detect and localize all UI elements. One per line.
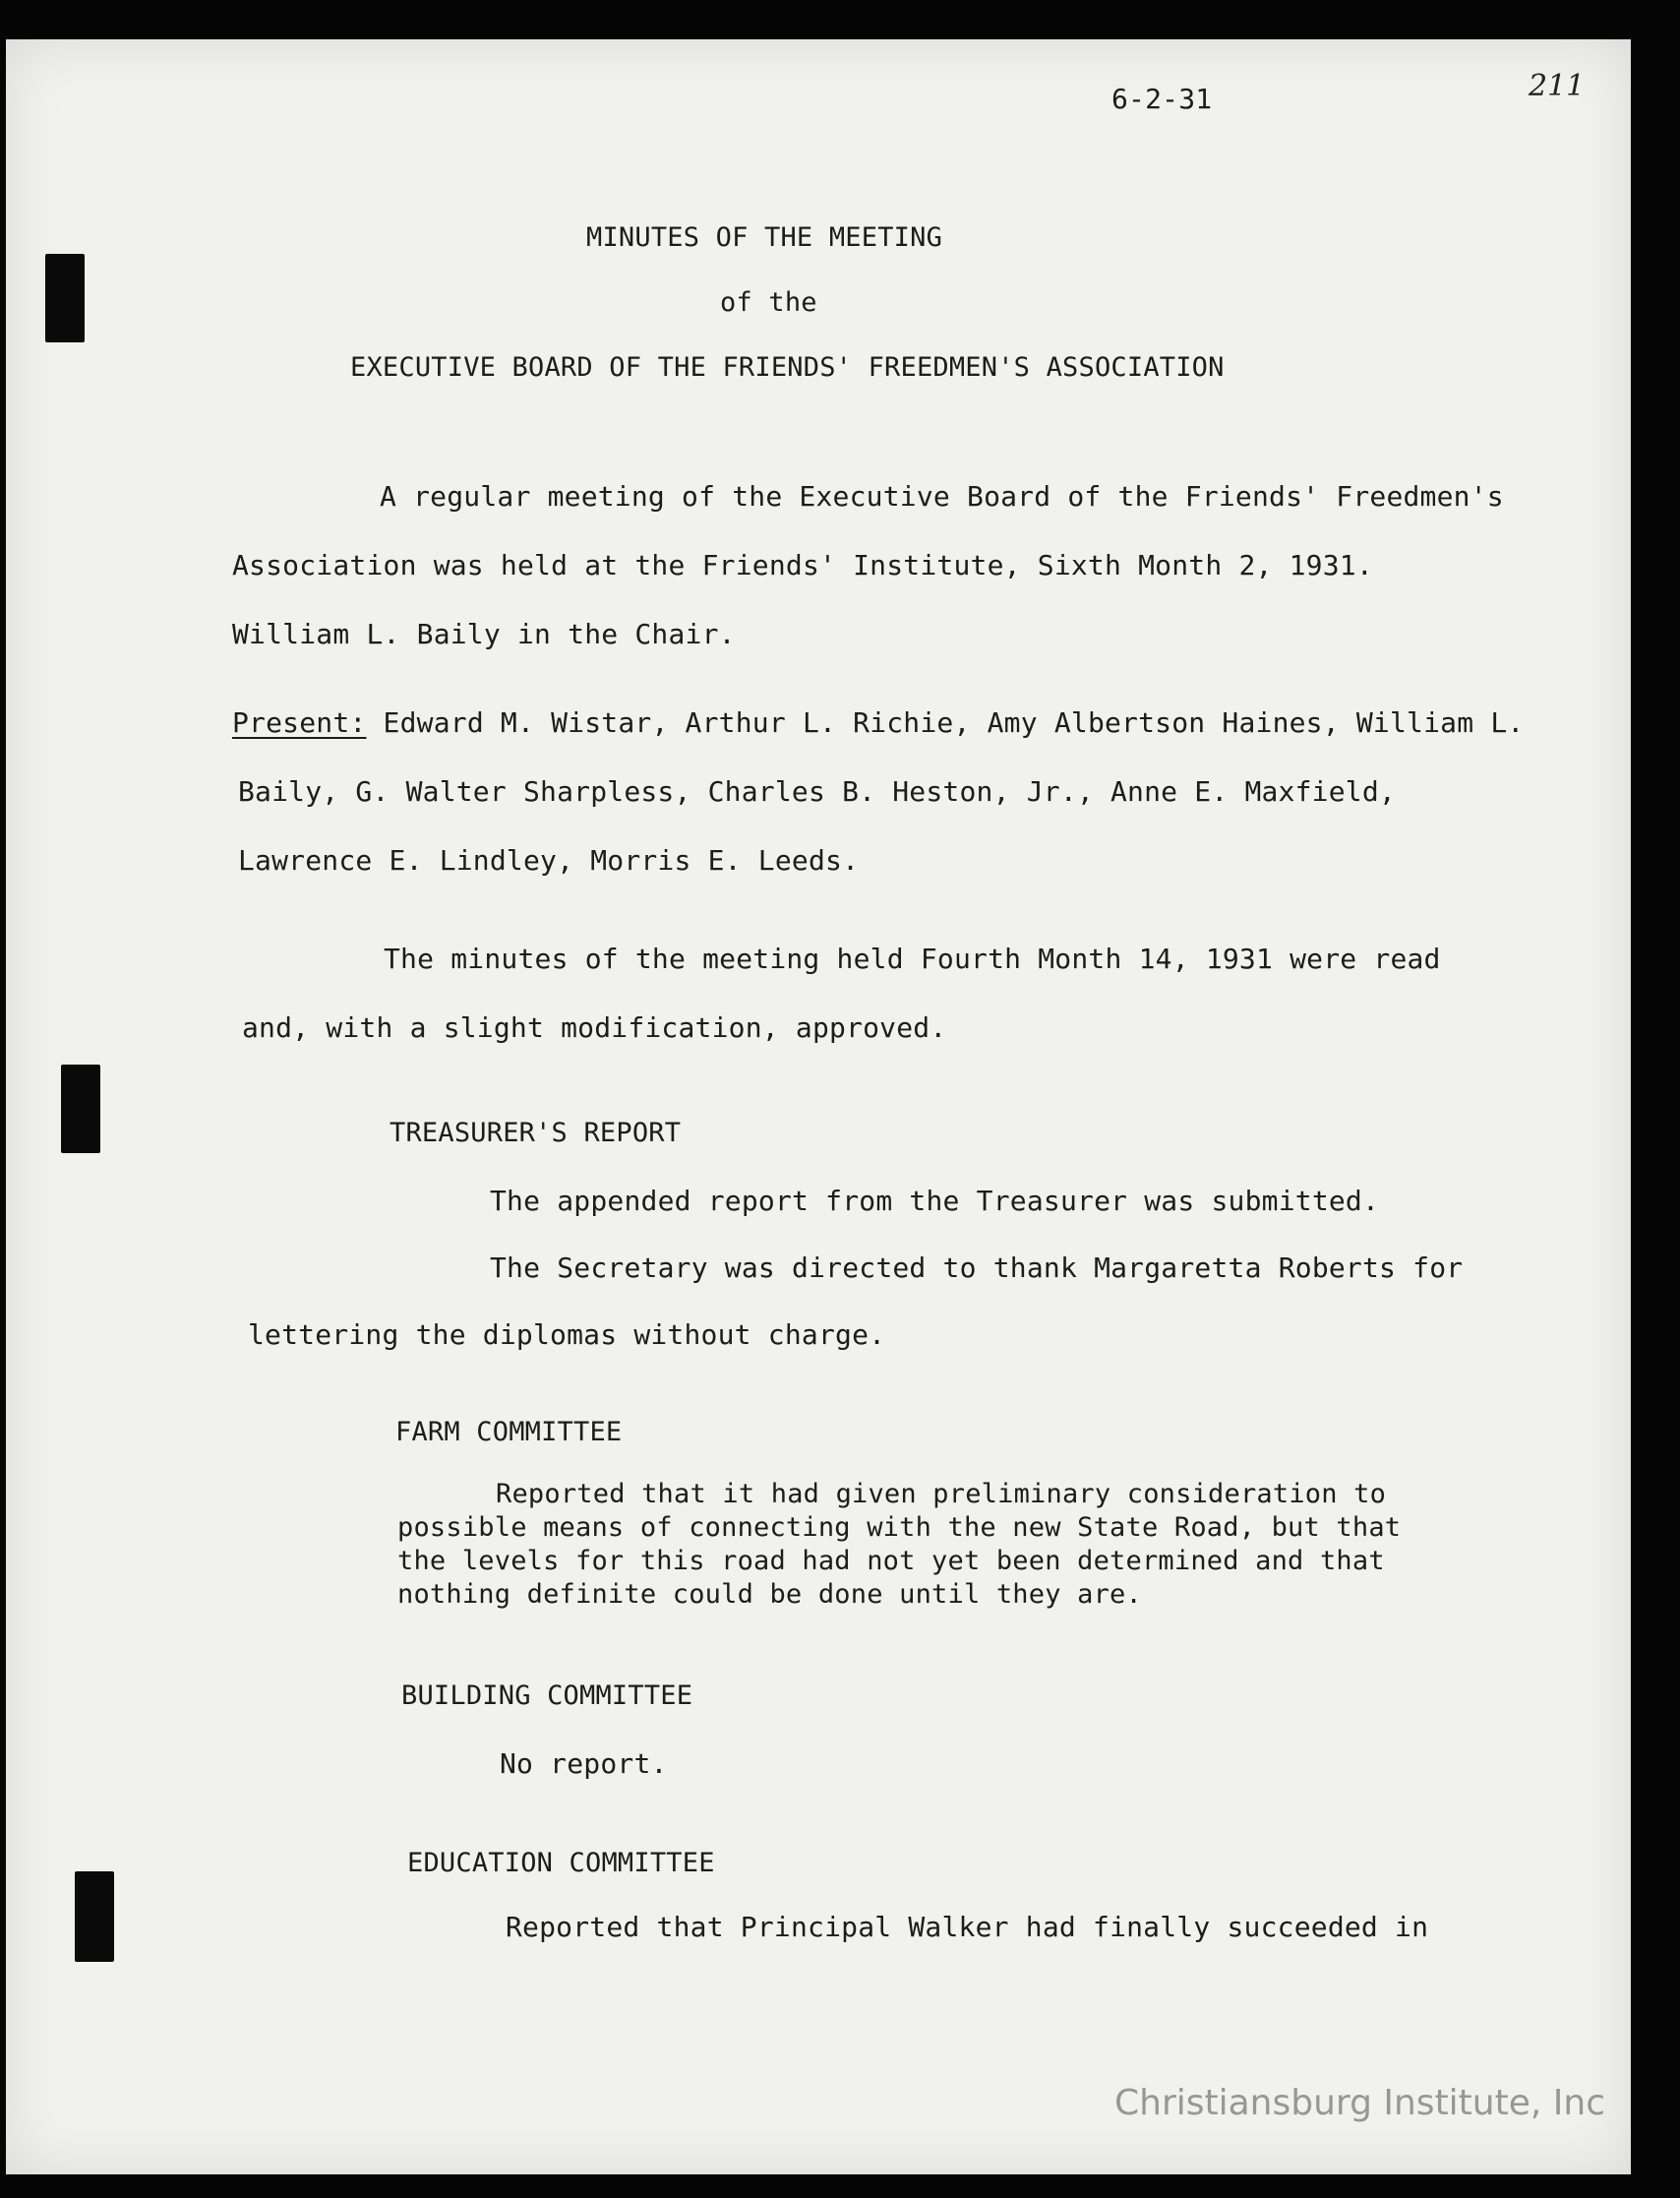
- treasurer-line-2: The Secretary was directed to thank Margaretta Roberts for: [490, 1252, 1464, 1284]
- document-page: [6, 39, 1631, 2174]
- punch-mark: [75, 1871, 114, 1962]
- punch-mark: [61, 1065, 100, 1153]
- present-line-3: Lawrence E. Lindley, Morris E. Leeds.: [238, 844, 860, 877]
- farm-line-4: nothing definite could be done until they are.: [397, 1579, 1142, 1610]
- building-text: No report.: [500, 1747, 668, 1780]
- building-heading: BUILDING COMMITTEE: [401, 1680, 693, 1711]
- page-number: 211: [1529, 69, 1586, 103]
- farm-line-3: the levels for this road had not yet been determined and that: [397, 1546, 1385, 1576]
- date-stamp: 6-2-31: [1111, 83, 1213, 115]
- education-text: Reported that Principal Walker had finally succeeded in: [506, 1911, 1429, 1943]
- farm-line-2: possible means of connecting with the new State Road, but that: [397, 1512, 1402, 1543]
- title-line-1: MINUTES OF THE MEETING: [586, 222, 943, 253]
- treasurer-line-1: The appended report from the Treasurer was submitted.: [490, 1185, 1380, 1217]
- farm-line-1: Reported that it had given preliminary consideration to: [496, 1479, 1387, 1509]
- title-line-2: of the: [720, 287, 817, 318]
- education-heading: EDUCATION COMMITTEE: [407, 1848, 715, 1878]
- treasurer-heading: TREASURER'S REPORT: [390, 1118, 682, 1148]
- intro-line-1: A regular meeting of the Executive Board of the Friends' Freedmen's: [380, 480, 1504, 513]
- intro-line-2: Association was held at the Friends' Institute, Sixth Month 2, 1931.: [232, 549, 1373, 581]
- treasurer-line-3: lettering the diplomas without charge.: [248, 1318, 886, 1351]
- present-line-2: Baily, G. Walter Sharpless, Charles B. Heston, Jr., Anne E. Maxfield,: [238, 775, 1396, 808]
- intro-line-3: William L. Baily in the Chair.: [232, 618, 736, 650]
- present-line-1: [232, 706, 1524, 739]
- minutes-line-2: and, with a slight modification, approved.: [242, 1011, 947, 1044]
- present-label: Present:: [232, 706, 367, 739]
- punch-mark: [45, 254, 85, 342]
- farm-heading: FARM COMMITTEE: [395, 1417, 623, 1447]
- present-names-1: Edward M. Wistar, Arthur L. Richie, Amy Albertson Haines, William L.: [366, 706, 1525, 739]
- watermark: Christiansburg Institute, Inc: [1113, 2083, 1605, 2123]
- title-line-3: EXECUTIVE BOARD OF THE FRIENDS' FREEDMEN'S ASSOCIATION: [350, 352, 1225, 383]
- minutes-line-1: The minutes of the meeting held Fourth Month 14, 1931 were read: [384, 943, 1441, 975]
